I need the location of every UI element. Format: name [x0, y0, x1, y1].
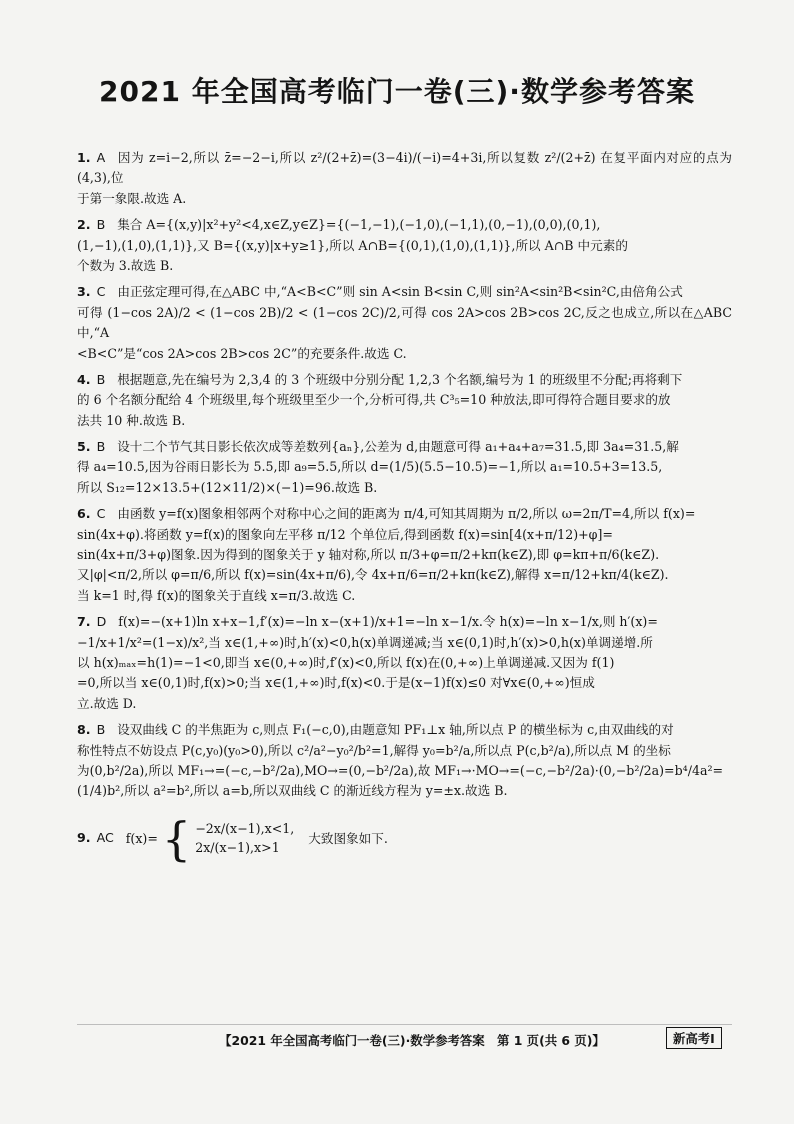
explanation-line: <B<C”是“cos 2A>cos 2B>cos 2C”的充要条件.故选 C.	[77, 345, 407, 361]
graph-note: 大致图象如下.	[308, 830, 388, 846]
page-title: 2021 年全国高考临门一卷(三)·数学参考答案	[99, 75, 695, 108]
answer-item	[77, 504, 732, 606]
answer-item	[77, 282, 732, 364]
explanation-line: 设双曲线 C 的半焦距为 c,则点 F₁(−c,0),由题意知 PF₁⊥x 轴,所以点 P 的横坐标为 c,由双曲线的对	[117, 722, 674, 738]
explanation-line: 得 a₄=10.5,因为谷雨日影长为 5.5,即 a₉=5.5,所以 d=(1/5)(5.5−10.5)=−1,所以 a₁=10.5+3=13.5,	[77, 459, 663, 475]
function-prefix: f(x)=	[125, 830, 158, 846]
question-number: 5.	[77, 439, 91, 455]
brace-symbol: {	[161, 811, 192, 866]
explanation-line: 为(0,b²/2a),所以 MF₁→=(−c,−b²/2a),MO→=(0,−b²/2a),故 MF₁→·MO→=(−c,−b²/2a)·(0,−b²/2a)=b⁴/4a²=	[77, 762, 724, 778]
question-number: 7.	[77, 614, 91, 630]
edition-tag: 新高考Ⅰ	[666, 1027, 722, 1049]
explanation-line: 个数为 3.故选 B.	[77, 257, 174, 273]
explanation-line: 当 k=1 时,得 f(x)的图象关于直线 x=π/3.故选 C.	[77, 587, 356, 603]
explanation-line: 以 h(x)ₘₐₓ=h(1)=−1<0,即当 x∈(0,+∞)时,f′(x)<0,所以 f(x)在(0,+∞)上单调递减.又因为 f(1)	[77, 654, 615, 670]
explanation-line: 称性特点不妨设点 P(c,y₀)(y₀>0),所以 c²/a²−y₀²/b²=1,解得 y₀=b²/a,所以点 P(c,b²/a),所以点 M 的坐标	[77, 742, 671, 758]
answer-option: B	[96, 217, 106, 233]
explanation-line: 的 6 个名额分配给 4 个班级里,每个班级里至少一个,分析可得,共 C³₅=10 种放法,即可得符合题目要求的放	[77, 392, 671, 408]
answer-item	[77, 148, 732, 209]
question-number: 1.	[77, 150, 91, 165]
explanation-line: 法共 10 种.故选 B.	[77, 412, 186, 428]
explanation-line: 于第一象限.故选 A.	[77, 190, 187, 206]
answer-option: AC	[96, 830, 114, 846]
explanation-line: 由正弦定理可得,在△ABC 中,“A<B<C”则 sin A<sin B<sin C,则 sin²A<sin²B<sin²C,由倍角公式	[117, 284, 683, 300]
answer-item	[77, 437, 732, 498]
question-number: 4.	[77, 371, 91, 387]
explanation-line: 立.故选 D.	[77, 695, 137, 711]
explanation-line: 由函数 y=f(x)图象相邻两个对称中心之间的距离为 π/4,可知其周期为 π/2,所以 ω=2π/T=4,所以 f(x)=	[117, 506, 696, 522]
explanation-line: 因为 z=i−2,所以 z̄=−2−i,所以 z²/(2+z̄)=(3−4i)/(−i)=4+3i,所以复数 z²/(2+z̄) 在复平面内对应的点为(4,3),位	[77, 150, 732, 186]
explanation-line: −1/x+1/x²=(1−x)/x²,当 x∈(1,+∞)时,h′(x)<0,h(x)单调递减;当 x∈(0,1)时,h′(x)>0,h(x)单调递增.所	[77, 634, 653, 650]
footer-divider	[77, 1024, 732, 1025]
explanation-line: sin(4x+π/3+φ)图象.因为得到的图象关于 y 轴对称,所以 π/3+φ=π/2+kπ(k∈Z),即 φ=kπ+π/6(k∈Z).	[77, 547, 660, 563]
explanation-line: 设十二个节气其日影长依次成等差数列{aₙ},公差为 d,由题意可得 a₁+a₄+a₇=31.5,即 3a₄=31.5,解	[117, 439, 679, 455]
piecewise-function	[125, 811, 388, 866]
explanation-line: 又|φ|<π/2,所以 φ=π/6,所以 f(x)=sin(4x+π/6),令 4x+π/6=π/2+kπ(k∈Z),解得 x=π/12+kπ/4(k∈Z).	[77, 567, 669, 583]
answer-item	[77, 612, 732, 714]
answer-option: B	[96, 439, 106, 455]
explanation-line: (1/4)b²,所以 a²=b²,所以 a=b,所以双曲线 C 的渐近线方程为 y=±x.故选 B.	[77, 783, 508, 799]
question-number: 3.	[77, 284, 91, 300]
explanation-line: =0,所以当 x∈(0,1)时,f(x)>0;当 x∈(1,+∞)时,f(x)<0.于是(x−1)f(x)≤0 对∀x∈(0,+∞)恒成	[77, 675, 595, 691]
question-number: 8.	[77, 722, 91, 738]
explanation-line: 根据题意,先在编号为 2,3,4 的 3 个班级中分别分配 1,2,3 个名额,编号为 1 的班级里不分配;再将剩下	[117, 371, 683, 387]
answer-option: C	[96, 284, 106, 300]
answer-option: B	[96, 371, 106, 387]
footer-text: 【2021 年全国高考临门一卷(三)·数学参考答案 第 1 页(共 6 页)】	[219, 1033, 605, 1048]
explanation-line: 集合 A={(x,y)|x²+y²<4,x∈Z,y∈Z}={(−1,−1),(−1,0),(−1,1),(0,−1),(0,0),(0,1),	[117, 217, 601, 233]
explanation-line: 可得 (1−cos 2A)/2 < (1−cos 2B)/2 < (1−cos 2C)/2,可得 cos 2A>cos 2B>cos 2C,反之也成立,所以在△ABC 中,“A	[77, 304, 732, 341]
explanation-line: sin(4x+φ).将函数 y=f(x)的图象向左平移 π/12 个单位后,得到函数 f(x)=sin[4(x+π/12)+φ]=	[77, 526, 613, 542]
explanation-line: f(x)=−(x+1)ln x+x−1,f′(x)=−ln x−(x+1)/x+1=−ln x−1/x.令 h(x)=−ln x−1/x,则 h′(x)=	[118, 614, 658, 630]
explanation-line: (1,−1),(1,0),(1,1)},又 B={(x,y)|x+y≥1},所以 A∩B={(0,1),(1,0),(1,1)},所以 A∩B 中元素的	[77, 237, 628, 253]
answer-item	[77, 370, 732, 431]
piecewise-cases	[195, 820, 294, 858]
answer-list	[77, 148, 732, 868]
question-number: 6.	[77, 506, 91, 522]
case-line: −2x/(x−1),x<1,	[195, 820, 295, 836]
answer-item	[77, 811, 732, 866]
case-line: 2x/(x−1),x>1	[195, 839, 280, 855]
answer-option: C	[96, 506, 106, 522]
question-number: 9.	[77, 830, 91, 846]
question-number: 2.	[77, 217, 91, 233]
answer-item	[77, 720, 732, 802]
answer-item	[77, 215, 732, 276]
answer-option: B	[96, 722, 106, 738]
explanation-line: 所以 S₁₂=12×13.5+(12×11/2)×(−1)=96.故选 B.	[77, 479, 378, 495]
answer-option: D	[96, 614, 107, 630]
answer-option: A	[96, 150, 106, 165]
